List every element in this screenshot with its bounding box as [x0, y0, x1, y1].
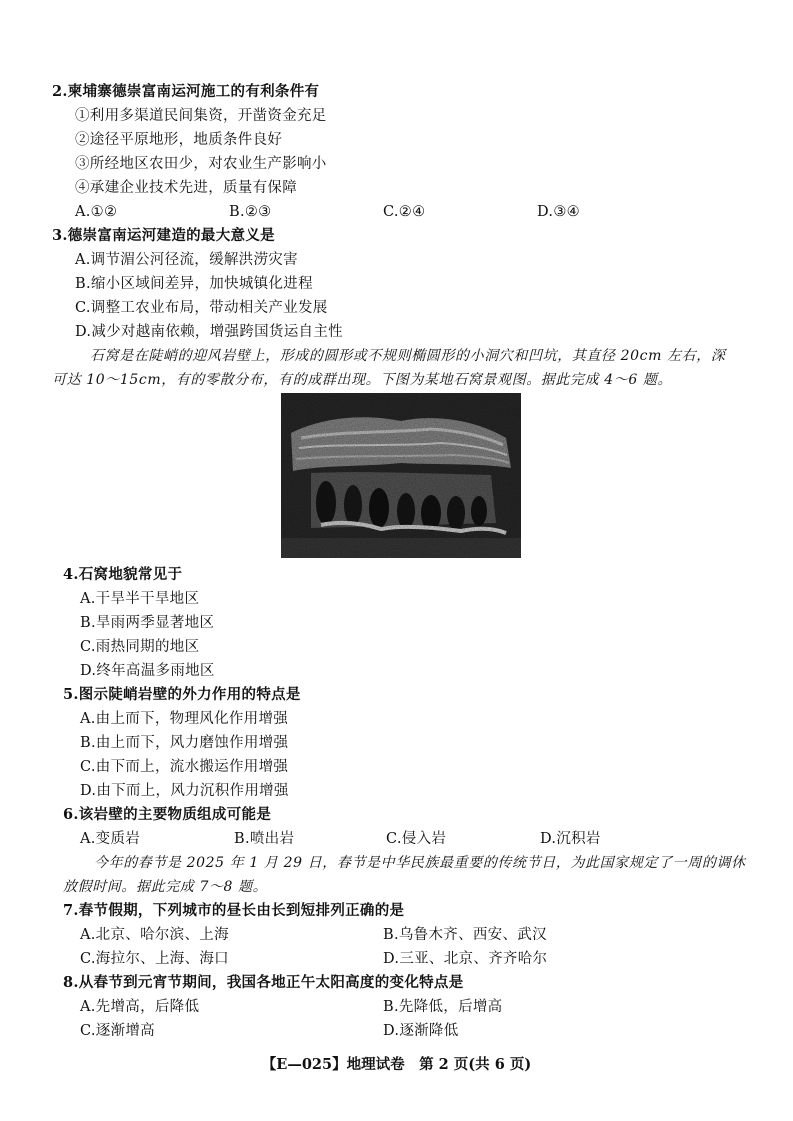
q7-option-a: A.北京、哈尔滨、上海: [80, 927, 229, 943]
q3-stem: 3.德崇富南运河建造的最大意义是: [52, 227, 275, 244]
intro-4-6-line-1: 石窝是在陡峭的迎风岩壁上，形成的圆形或不规则椭圆形的小洞穴和凹坑，其直径 20cm 左右，深: [90, 348, 726, 364]
q5-option-a: A.由上而下，物理风化作用增强: [80, 711, 289, 727]
q8-option-a: A.先增高，后降低: [80, 999, 200, 1015]
q5-option-b: B.由上而下，风力磨蚀作用增强: [80, 735, 289, 751]
q6-option-a: A.变质岩: [80, 831, 141, 847]
q2-item-4: ④承建企业技术先进，质量有保障: [75, 180, 297, 196]
intro-7-8-line-2: 放假时间。据此完成 7～8 题。: [63, 879, 268, 895]
q2-stem: 2.柬埔寨德崇富南运河施工的有利条件有: [52, 83, 320, 100]
intro-4-6-line-2: 可达 10～15cm，有的零散分布，有的成群出现。下图为某地石窝景观图。据此完成 4～6 题。: [52, 372, 673, 388]
q4-option-b: B.旱雨两季显著地区: [80, 615, 215, 631]
q6-stem: 6.该岩壁的主要物质组成可能是: [63, 806, 272, 823]
q3-option-d: D.减少对越南依赖，增强跨国货运自主性: [75, 324, 343, 340]
q6-option-c: C.侵入岩: [386, 831, 447, 847]
q4-stem: 4.石窝地貌常见于: [63, 566, 183, 583]
q5-stem: 5.图示陡峭岩壁的外力作用的特点是: [63, 686, 301, 703]
q2-item-1: ①利用多渠道民间集资，开凿资金充足: [75, 108, 327, 124]
q5-option-d: D.由下而上，风力沉积作用增强: [80, 783, 289, 799]
q4-option-c: C.雨热同期的地区: [80, 639, 200, 655]
q4-option-a: A.干旱半干旱地区: [80, 591, 200, 607]
q3-option-c: C.调整工农业布局，带动相关产业发展: [75, 300, 328, 316]
intro-7-8-line-1: 今年的春节是 2025 年 1 月 29 日，春节是中华民族最重要的传统节日，为此国家规定了一周的调休: [94, 855, 746, 871]
q7-stem: 7.春节假期，下列城市的昼长由长到短排列正确的是: [63, 902, 405, 919]
q8-option-c: C.逐渐增高: [80, 1023, 155, 1039]
q2-option-d: D.③④: [537, 204, 580, 220]
q2-item-3: ③所经地区农田少，对农业生产影响小: [75, 156, 327, 172]
q7-option-c: C.海拉尔、上海、海口: [80, 951, 229, 967]
page-footer: 【E—025】地理试卷 第 2 页(共 6 页): [261, 1056, 532, 1073]
rock-hollow-photo: [281, 393, 521, 558]
q8-option-d: D.逐渐降低: [383, 1023, 459, 1039]
q2-option-a: A.①②: [75, 204, 118, 220]
q6-option-b: B.喷出岩: [234, 831, 295, 847]
q6-option-d: D.沉积岩: [540, 831, 601, 847]
q7-option-d: D.三亚、北京、齐齐哈尔: [383, 951, 548, 967]
q2-item-2: ②途径平原地形，地质条件良好: [75, 132, 283, 148]
q2-option-c: C.②④: [383, 204, 426, 220]
q8-stem: 8.从春节到元宵节期间，我国各地正午太阳高度的变化特点是: [63, 974, 464, 991]
q8-option-b: B.先降低，后增高: [383, 999, 503, 1015]
q3-option-a: A.调节湄公河径流，缓解洪涝灾害: [75, 252, 298, 268]
q4-option-d: D.终年高温多雨地区: [80, 663, 215, 679]
q3-option-b: B.缩小区域间差异，加快城镇化进程: [75, 276, 313, 292]
q5-option-c: C.由下而上，流水搬运作用增强: [80, 759, 289, 775]
q2-option-b: B.②③: [229, 204, 272, 220]
q7-option-b: B.乌鲁木齐、西安、武汉: [383, 927, 547, 943]
